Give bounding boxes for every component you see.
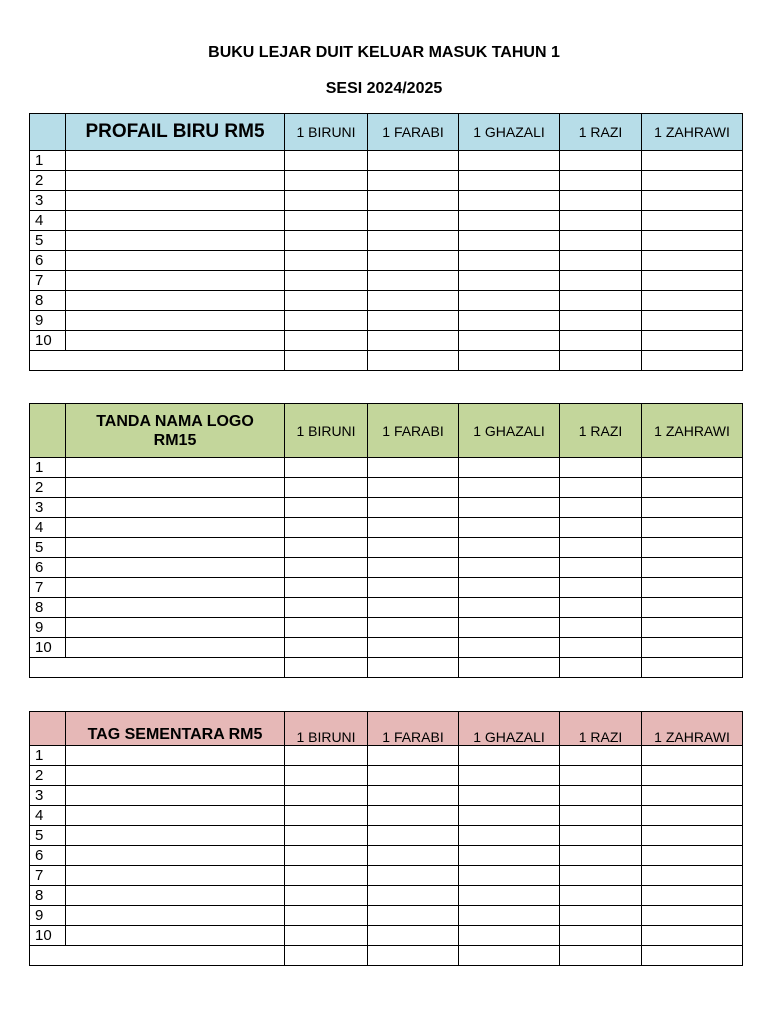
row-number: 10 [30,331,66,351]
zahrawi-cell [642,211,743,231]
farabi-cell [368,478,459,498]
entry-name-cell [66,478,285,498]
biruni-cell [285,538,368,558]
razi-cell [560,598,642,618]
farabi-cell [368,786,459,806]
row-number: 3 [30,191,66,211]
ghazali-cell [459,331,560,351]
farabi-cell [368,291,459,311]
table-row [30,826,743,846]
razi-cell [560,746,642,766]
biruni-cell [285,291,368,311]
ghazali-cell [459,578,560,598]
item-header: TANDA NAMA LOGO RM15 [66,404,285,458]
ghazali-cell [459,846,560,866]
table-row [30,886,743,906]
table-row [30,331,743,351]
farabi-cell [368,618,459,638]
ghazali-cell [459,886,560,906]
zahrawi-cell [642,251,743,271]
zahrawi-cell [642,846,743,866]
razi-cell [560,231,642,251]
zahrawi-cell [642,191,743,211]
total-row [30,351,743,371]
razi-cell [560,578,642,598]
biruni-cell [285,826,368,846]
ghazali-cell [459,786,560,806]
table-row [30,478,743,498]
razi-cell [560,271,642,291]
farabi-cell [368,151,459,171]
entry-name-cell [66,866,285,886]
entry-name-cell [66,638,285,658]
biruni-cell [285,231,368,251]
table-row [30,518,743,538]
biruni-cell [285,806,368,826]
farabi-cell [368,926,459,946]
biruni-cell [285,786,368,806]
entry-name-cell [66,886,285,906]
farabi-cell [368,271,459,291]
entry-name-cell [66,826,285,846]
razi-cell [560,846,642,866]
table-header-row [30,712,743,746]
farabi-cell [368,846,459,866]
farabi-cell [368,746,459,766]
row-number: 9 [30,906,66,926]
ghazali-cell [459,638,560,658]
entry-name-cell [66,846,285,866]
biruni-cell [285,331,368,351]
entry-name-cell [66,806,285,826]
zahrawi-cell [642,886,743,906]
row-number: 10 [30,638,66,658]
entry-name-cell [66,518,285,538]
razi-cell [560,826,642,846]
razi-cell [560,251,642,271]
farabi-cell [368,211,459,231]
ghazali-cell [459,618,560,638]
entry-name-cell [66,331,285,351]
zahrawi-cell [642,806,743,826]
biruni-cell [285,598,368,618]
total-cell [459,658,560,678]
zahrawi-cell [642,926,743,946]
table-row [30,311,743,331]
ledger-table-tanda-nama [29,403,743,678]
class-header-biruni: 1 BIRUNI [285,114,368,151]
row-number: 4 [30,211,66,231]
farabi-cell [368,806,459,826]
biruni-cell [285,926,368,946]
zahrawi-cell [642,538,743,558]
razi-cell [560,906,642,926]
class-header-razi: 1 RAZI [560,114,642,151]
farabi-cell [368,886,459,906]
zahrawi-cell [642,151,743,171]
table-row [30,291,743,311]
farabi-cell [368,458,459,478]
zahrawi-cell [642,746,743,766]
razi-cell [560,926,642,946]
razi-cell [560,866,642,886]
ghazali-cell [459,906,560,926]
row-number: 1 [30,151,66,171]
zahrawi-cell [642,231,743,251]
ghazali-cell [459,458,560,478]
class-header-zahrawi: 1 ZAHRAWI [642,712,743,746]
zahrawi-cell [642,906,743,926]
table-row [30,231,743,251]
farabi-cell [368,251,459,271]
total-cell [368,946,459,966]
entry-name-cell [66,291,285,311]
zahrawi-cell [642,826,743,846]
row-number: 2 [30,171,66,191]
biruni-cell [285,746,368,766]
zahrawi-cell [642,311,743,331]
total-row [30,946,743,966]
razi-cell [560,458,642,478]
razi-cell [560,191,642,211]
farabi-cell [368,638,459,658]
total-cell [285,351,368,371]
row-number: 2 [30,478,66,498]
table-row [30,926,743,946]
zahrawi-cell [642,458,743,478]
entry-name-cell [66,171,285,191]
entry-name-cell [66,211,285,231]
table-row [30,191,743,211]
class-header-farabi: 1 FARABI [368,404,459,458]
total-label-cell [30,658,285,678]
class-header-biruni: 1 BIRUNI [285,404,368,458]
total-label-cell [30,946,285,966]
biruni-cell [285,311,368,331]
entry-name-cell [66,458,285,478]
session-subtitle: SESI 2024/2025 [325,80,443,97]
table-row [30,766,743,786]
table-row [30,151,743,171]
farabi-cell [368,598,459,618]
farabi-cell [368,766,459,786]
row-number: 6 [30,558,66,578]
total-cell [642,351,743,371]
total-cell [560,351,642,371]
ghazali-cell [459,766,560,786]
ghazali-cell [459,171,560,191]
zahrawi-cell [642,598,743,618]
total-cell [285,658,368,678]
biruni-cell [285,498,368,518]
table-row [30,846,743,866]
table-row [30,498,743,518]
class-header-biruni: 1 BIRUNI [285,712,368,746]
row-number: 5 [30,538,66,558]
razi-cell [560,558,642,578]
row-number: 2 [30,766,66,786]
header-number-cell [30,114,66,151]
zahrawi-cell [642,331,743,351]
class-header-ghazali: 1 GHAZALI [459,114,560,151]
farabi-cell [368,191,459,211]
table-row [30,746,743,766]
razi-cell [560,291,642,311]
table-row [30,538,743,558]
razi-cell [560,151,642,171]
document-title: BUKU LEJAR DUIT KELUAR MASUK TAHUN 1 [208,44,560,61]
ghazali-cell [459,806,560,826]
total-cell [642,658,743,678]
biruni-cell [285,558,368,578]
entry-name-cell [66,766,285,786]
table-row [30,866,743,886]
zahrawi-cell [642,518,743,538]
entry-name-cell [66,558,285,578]
total-cell [368,658,459,678]
entry-name-cell [66,906,285,926]
biruni-cell [285,151,368,171]
row-number: 6 [30,251,66,271]
table-row [30,578,743,598]
ghazali-cell [459,926,560,946]
class-header-razi: 1 RAZI [560,712,642,746]
razi-cell [560,886,642,906]
table-row [30,806,743,826]
entry-name-cell [66,498,285,518]
entry-name-cell [66,926,285,946]
row-number: 8 [30,291,66,311]
biruni-cell [285,518,368,538]
total-cell [642,946,743,966]
row-number: 7 [30,578,66,598]
row-number: 9 [30,311,66,331]
row-number: 3 [30,498,66,518]
farabi-cell [368,331,459,351]
ghazali-cell [459,478,560,498]
zahrawi-cell [642,291,743,311]
razi-cell [560,311,642,331]
razi-cell [560,638,642,658]
farabi-cell [368,538,459,558]
razi-cell [560,786,642,806]
biruni-cell [285,211,368,231]
class-header-zahrawi: 1 ZAHRAWI [642,404,743,458]
table-header-row [30,404,743,458]
biruni-cell [285,866,368,886]
biruni-cell [285,578,368,598]
zahrawi-cell [642,866,743,886]
ghazali-cell [459,866,560,886]
ghazali-cell [459,151,560,171]
razi-cell [560,538,642,558]
ledger-table-profail [29,113,743,371]
ghazali-cell [459,598,560,618]
biruni-cell [285,171,368,191]
table-row [30,618,743,638]
biruni-cell [285,618,368,638]
ghazali-cell [459,538,560,558]
row-number: 8 [30,886,66,906]
entry-name-cell [66,746,285,766]
razi-cell [560,766,642,786]
entry-name-cell [66,271,285,291]
zahrawi-cell [642,271,743,291]
biruni-cell [285,766,368,786]
total-cell [560,946,642,966]
ghazali-cell [459,498,560,518]
total-cell [368,351,459,371]
row-number: 7 [30,271,66,291]
biruni-cell [285,638,368,658]
total-cell [560,658,642,678]
total-label-cell [30,351,285,371]
entry-name-cell [66,598,285,618]
farabi-cell [368,866,459,886]
row-number: 4 [30,806,66,826]
row-number: 10 [30,926,66,946]
ghazali-cell [459,191,560,211]
farabi-cell [368,906,459,926]
farabi-cell [368,578,459,598]
ghazali-cell [459,518,560,538]
razi-cell [560,518,642,538]
biruni-cell [285,906,368,926]
table-row [30,211,743,231]
item-header: TAG SEMENTARA RM5 [66,712,285,746]
row-number: 5 [30,231,66,251]
class-header-farabi: 1 FARABI [368,712,459,746]
zahrawi-cell [642,558,743,578]
ghazali-cell [459,311,560,331]
farabi-cell [368,171,459,191]
zahrawi-cell [642,578,743,598]
farabi-cell [368,558,459,578]
row-number: 3 [30,786,66,806]
entry-name-cell [66,311,285,331]
biruni-cell [285,271,368,291]
header-number-cell [30,404,66,458]
item-header: PROFAIL BIRU RM5 [66,114,285,151]
ghazali-cell [459,826,560,846]
table-row [30,171,743,191]
biruni-cell [285,191,368,211]
zahrawi-cell [642,478,743,498]
biruni-cell [285,478,368,498]
total-cell [285,946,368,966]
row-number: 4 [30,518,66,538]
class-header-ghazali: 1 GHAZALI [459,712,560,746]
ghazali-cell [459,251,560,271]
class-header-ghazali: 1 GHAZALI [459,404,560,458]
entry-name-cell [66,191,285,211]
ghazali-cell [459,231,560,251]
row-number: 1 [30,458,66,478]
entry-name-cell [66,231,285,251]
farabi-cell [368,311,459,331]
entry-name-cell [66,151,285,171]
table-row [30,906,743,926]
row-number: 8 [30,598,66,618]
table-row [30,251,743,271]
row-number: 7 [30,866,66,886]
zahrawi-cell [642,766,743,786]
total-row [30,658,743,678]
zahrawi-cell [642,498,743,518]
entry-name-cell [66,786,285,806]
entry-name-cell [66,618,285,638]
entry-name-cell [66,538,285,558]
ghazali-cell [459,746,560,766]
razi-cell [560,618,642,638]
table-row [30,458,743,478]
ghazali-cell [459,291,560,311]
razi-cell [560,498,642,518]
ghazali-cell [459,558,560,578]
razi-cell [560,478,642,498]
ghazali-cell [459,271,560,291]
header-number-cell [30,712,66,746]
biruni-cell [285,251,368,271]
biruni-cell [285,886,368,906]
class-header-zahrawi: 1 ZAHRAWI [642,114,743,151]
entry-name-cell [66,251,285,271]
zahrawi-cell [642,638,743,658]
razi-cell [560,171,642,191]
class-header-razi: 1 RAZI [560,404,642,458]
row-number: 6 [30,846,66,866]
zahrawi-cell [642,171,743,191]
row-number: 9 [30,618,66,638]
razi-cell [560,806,642,826]
table-row [30,598,743,618]
zahrawi-cell [642,786,743,806]
table-row [30,786,743,806]
table-header-row [30,114,743,151]
razi-cell [560,331,642,351]
razi-cell [560,211,642,231]
farabi-cell [368,498,459,518]
table-row [30,558,743,578]
biruni-cell [285,458,368,478]
class-header-farabi: 1 FARABI [368,114,459,151]
table-row [30,638,743,658]
ghazali-cell [459,211,560,231]
total-cell [459,351,560,371]
ledger-table-tag-sementara [29,711,743,966]
zahrawi-cell [642,618,743,638]
entry-name-cell [66,578,285,598]
table-row [30,271,743,291]
farabi-cell [368,231,459,251]
total-cell [459,946,560,966]
biruni-cell [285,846,368,866]
row-number: 1 [30,746,66,766]
farabi-cell [368,826,459,846]
farabi-cell [368,518,459,538]
row-number: 5 [30,826,66,846]
